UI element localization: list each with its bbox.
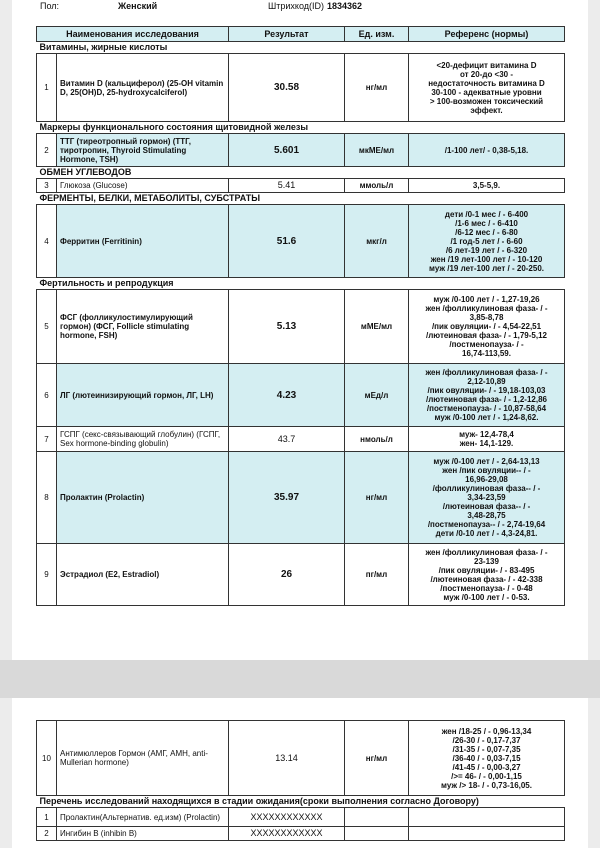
test-reference [409, 205, 565, 278]
row-number: 1 [37, 54, 57, 122]
test-result: 51.6 [229, 205, 345, 278]
reference-line: жен- 14,1-129. [459, 439, 514, 448]
empty-cell [345, 808, 409, 827]
reference-line: дети /0-10 лет / - 4,3-24,81. [435, 529, 538, 538]
row-number: 6 [37, 364, 57, 427]
reference-line: /26-30 / - 0,17-7,37 [452, 735, 521, 745]
test-name: ТТГ (тиреотропный гормон) (ТТГ, тиротропин, Thyroid Stimulating Hormone, TSH) [57, 134, 229, 167]
test-unit: мкг/л [345, 205, 409, 278]
test-result: 5.601 [229, 134, 345, 167]
test-unit: мМЕ/мл [345, 290, 409, 364]
reference-line: 30-100 - адекватные уровни [431, 87, 542, 97]
reference-line: /6 лет-19 лет / - 6-320 [445, 245, 528, 255]
test-result: 43.7 [229, 427, 345, 452]
table-row [37, 427, 565, 452]
table-row [37, 54, 565, 122]
reference-line: /пик овуляции- / - 19,18-103,03 [427, 386, 546, 395]
reference-line: жен /фолликулиновая фаза- / - [425, 368, 548, 377]
reference-line: /постменопауза- / - [449, 340, 524, 349]
test-result: 30.58 [229, 54, 345, 122]
reference-line: /постменопауза- / - 10,87-58,64 [426, 404, 547, 413]
reference-line: /пик овуляции- / - 83-495 [438, 565, 535, 575]
test-name: ФСГ (фолликулостимулирующий гормон) (ФСГ, Follicle stimulating hormone, FSH) [57, 290, 229, 364]
page-margin-right [588, 0, 600, 660]
results-table [36, 26, 565, 606]
reference-line: муж /0-100 лет / - 0-53. [443, 592, 530, 602]
section-row [37, 122, 565, 134]
test-result: 5.13 [229, 290, 345, 364]
reference-line: /постменопауза-- / - 2,74-19,64 [427, 520, 546, 529]
test-unit: нг/мл [345, 54, 409, 122]
page2-margin-left [0, 698, 12, 848]
reference-line: /1-100 лет/ - 0,38-5,18. [444, 145, 529, 155]
test-result: XXXXXXXXXXXX [229, 827, 345, 841]
row-number: 8 [37, 452, 57, 544]
reference-line: 16,74-113,59. [462, 349, 511, 358]
test-result: 35.97 [229, 452, 345, 544]
reference-line: /31-35 / - 0,07-7,35 [452, 744, 521, 754]
test-reference [409, 54, 565, 122]
test-unit: мкМЕ/мл [345, 134, 409, 167]
test-name: Пролактин(Альтернатив. ед.изм) (Prolactin) [57, 808, 229, 827]
test-unit: нг/мл [345, 721, 409, 796]
reference-line: недостаточность витамина D [428, 78, 545, 88]
reference-line: муж /> 18- / - 0,73-16,05. [441, 780, 532, 790]
test-name: Эстрадиол (E2, Estradiol) [57, 544, 229, 606]
reference-line: /41-45 / - 0,00-3,27 [452, 762, 521, 772]
pending-row [37, 808, 565, 827]
row-number: 2 [37, 827, 57, 841]
test-unit: ммоль/л [345, 179, 409, 193]
row-number: 1 [37, 808, 57, 827]
reference-line: /6-12 мес / - 6-80 [455, 227, 518, 237]
test-name: Антимюллеров Гормон (АМГ, АМН, anti-Mullerian hormone) [57, 721, 229, 796]
test-unit: мЕд/л [345, 364, 409, 427]
sex-label: Пол: [40, 1, 60, 11]
test-name: Глюкоза (Glucose) [57, 179, 229, 193]
reference-line: 16,96-29,08 [465, 475, 508, 484]
reference-line: дети /0-1 мес / - 6-400 [444, 209, 529, 219]
reference-line: <20-дефицит витамина D [436, 60, 537, 70]
test-reference [409, 427, 565, 452]
test-result: 26 [229, 544, 345, 606]
section-title: Фертильность и репродукция [37, 278, 565, 290]
reference-line: > 100-возможен токсический [429, 96, 544, 106]
section-row [37, 796, 565, 808]
reference-line: муж /0-100 лет / - 1,24-8,62. [434, 413, 539, 422]
table-row [37, 544, 565, 606]
test-reference [409, 179, 565, 193]
section-row [37, 278, 565, 290]
test-name: Ингибин B (inhibin B) [57, 827, 229, 841]
table-row [37, 364, 565, 427]
reference-line: /лютеиновая фаза- / - 42-338 [430, 574, 543, 584]
reference-line: /лютеиновая фаза- / - 1,79-5,12 [426, 331, 547, 340]
pending-row [37, 827, 565, 841]
page-margin-left [0, 0, 12, 660]
reference-line: /лютеиновая фаза-- / - [442, 502, 531, 511]
section-title: ФЕРМЕНТЫ, БЕЛКИ, МЕТАБОЛИТЫ, СУБСТРАТЫ [37, 193, 565, 205]
section-row [37, 167, 565, 179]
reference-line: /фолликулиновая фаза-- / - [432, 484, 541, 493]
section-title: ОБМЕН УГЛЕВОДОВ [37, 167, 565, 179]
barcode-value: 1834362 [327, 1, 363, 11]
reference-line: эффект. [470, 105, 503, 115]
test-reference [409, 290, 565, 364]
col-header-unit: Ед. изм. [345, 27, 409, 42]
reference-line: муж- 12,4-78,4 [459, 430, 514, 439]
test-reference [409, 364, 565, 427]
reference-line: жен /18-25 / - 0,96-13,34 [441, 726, 532, 736]
row-number: 2 [37, 134, 57, 167]
reference-line: 3,34-23,59 [467, 493, 506, 502]
test-name: Витамин D (кальциферол) (25-OH vitamin D, 25(OH)D, 25-hydroxycalciferol) [57, 54, 229, 122]
reference-line: 3,5-5,9. [472, 181, 501, 190]
test-reference [409, 544, 565, 606]
empty-cell [409, 808, 565, 827]
page-break [0, 660, 600, 698]
reference-line: муж /0-100 лет / - 1,27-19,26 [433, 295, 540, 304]
reference-line: /постменопауза- / - 0-48 [440, 583, 533, 593]
reference-line: 23-139 [474, 556, 499, 566]
reference-line: жен /пик овуляции-- / - [442, 466, 531, 475]
reference-line: /пик овуляции- / - 4,54-22,51 [431, 322, 542, 331]
test-unit: пг/мл [345, 544, 409, 606]
row-number: 4 [37, 205, 57, 278]
empty-cell [409, 827, 565, 841]
reference-line: от 20-до <30 - [459, 69, 514, 79]
table-row [37, 205, 565, 278]
test-name: Пролактин (Prolactin) [57, 452, 229, 544]
reference-line: 3,48-28,75 [467, 511, 506, 520]
test-reference [409, 452, 565, 544]
row-number: 5 [37, 290, 57, 364]
row-number: 7 [37, 427, 57, 452]
table-row [37, 721, 565, 796]
test-reference [409, 721, 565, 796]
page2-margin-right [588, 698, 600, 848]
test-reference [409, 134, 565, 167]
row-number: 10 [37, 721, 57, 796]
reference-line: 2,12-10,89 [467, 377, 506, 386]
test-result: XXXXXXXXXXXX [229, 808, 345, 827]
reference-line: жен /19 лет-100 лет / - 10-120 [430, 254, 543, 264]
section-row [37, 193, 565, 205]
test-unit: нмоль/л [345, 427, 409, 452]
test-result: 13.14 [229, 721, 345, 796]
table-row [37, 179, 565, 193]
empty-cell [345, 827, 409, 841]
reference-line: />= 46- / - 0,00-1,15 [451, 771, 522, 781]
test-name: ЛГ (лютеинизирующий гормон, ЛГ, LH) [57, 364, 229, 427]
section-title: Маркеры функционального состояния щитовидной железы [37, 122, 565, 134]
table-header-row [37, 27, 565, 42]
reference-line: муж /19 лет-100 лет / - 20-250. [429, 263, 544, 273]
test-result: 5.41 [229, 179, 345, 193]
row-number: 3 [37, 179, 57, 193]
reference-line: муж /0-100 лет / - 2,64-13,13 [433, 457, 540, 466]
section-row [37, 42, 565, 54]
section-title: Перечень исследований находящихся в стадии ожидания(сроки выполнения согласно Договору) [37, 796, 565, 808]
table-row [37, 290, 565, 364]
sex-value: Женский [118, 1, 158, 11]
reference-line: /1 год-5 лет / - 6-60 [450, 236, 523, 246]
barcode-label: Штрихкод(ID) [268, 1, 324, 11]
reference-line: жен /фолликулиновая фаза- / - [425, 304, 548, 313]
reference-line: 3,85-8,78 [469, 313, 504, 322]
table-row [37, 134, 565, 167]
reference-line: жен /фолликулиновая фаза- / - [425, 547, 548, 557]
col-header-name: Наименования исследования [37, 27, 229, 42]
reference-line: /1-6 мес / - 6-410 [455, 218, 518, 228]
section-title: Витамины, жирные кислоты [37, 42, 565, 54]
col-header-reference: Референс (нормы) [409, 27, 565, 42]
row-number: 9 [37, 544, 57, 606]
test-name: ГСПГ (секс-связывающий глобулин) (ГСПГ, Sex hormone-binding globulin) [57, 427, 229, 452]
reference-line: /36-40 / - 0,03-7,15 [452, 753, 521, 763]
table-row [37, 452, 565, 544]
results-table-page2 [36, 720, 565, 841]
test-unit: нг/мл [345, 452, 409, 544]
col-header-result: Результат [229, 27, 345, 42]
reference-line: /лютеиновая фаза- / - 1,2-12,86 [426, 395, 547, 404]
test-result: 4.23 [229, 364, 345, 427]
test-name: Ферритин (Ferritinin) [57, 205, 229, 278]
